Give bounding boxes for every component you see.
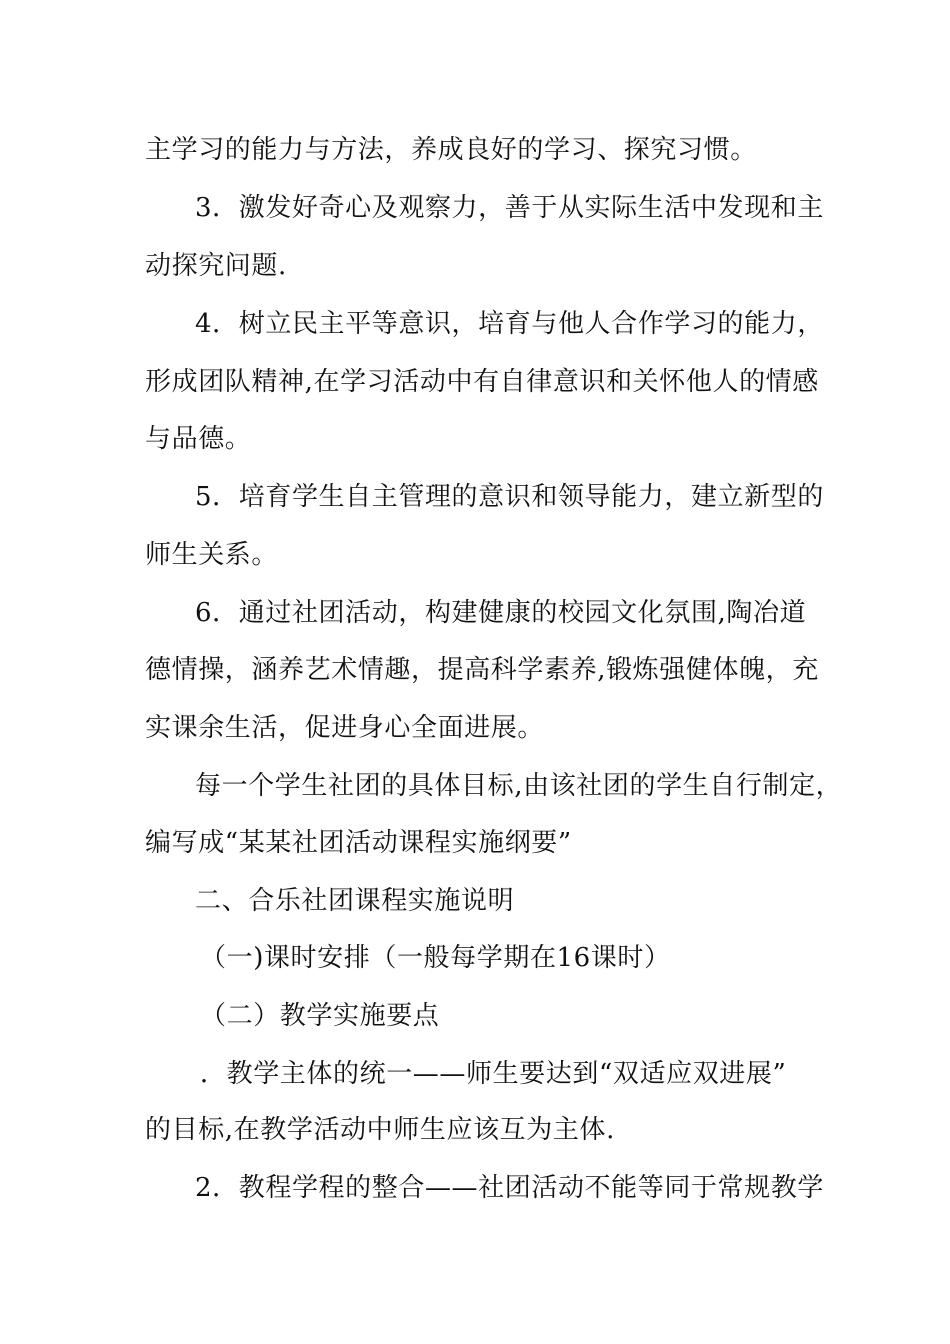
text-line: 主学习的能力与方法，养成良好的学习、探究习惯。 xyxy=(145,135,757,165)
text-line: 形成团队精神,在学习活动中有自律意识和关怀他人的情感 xyxy=(145,367,819,397)
text-line: 动探究问题. xyxy=(145,251,287,281)
text-line: 2．教程学程的整合——社团活动不能等同于常规教学 xyxy=(195,1173,824,1203)
text-line: 的目标,在教学活动中师生应该互为主体. xyxy=(145,1115,615,1145)
text-line: 德情操，涵养艺术情趣，提高科学素养,锻炼强健体魄，充 xyxy=(145,655,819,685)
text-line: 师生关系。 xyxy=(145,540,279,570)
text-line: 5．培育学生自主管理的意识和领导能力，建立新型的 xyxy=(195,482,824,512)
text-line: ．教学主体的统一——师生要达到“双适应双进展” xyxy=(200,1059,787,1089)
subsection-heading: （一)课时安排（一般每学期在16课时） xyxy=(200,943,671,973)
text-line: 实课余生活，促进身心全面进展。 xyxy=(145,713,545,743)
text-line: 编写成“某某社团活动课程实施纲要” xyxy=(145,828,572,858)
text-line: 3．激发好奇心及观察力，善于从实际生活中发现和主 xyxy=(195,193,824,223)
subsection-heading: （二）教学实施要点 xyxy=(200,1001,440,1031)
text-line: 4．树立民主平等意识，培育与他人合作学习的能力， xyxy=(195,309,824,339)
section-heading: 二、合乐社团课程实施说明 xyxy=(195,886,515,916)
text-line: 每一个学生社团的具体目标,由该社团的学生自行制定， xyxy=(195,771,843,801)
text-line: 6．通过社团活动，构建健康的校园文化氛围,陶冶道 xyxy=(195,598,807,628)
text-line: 与品德。 xyxy=(145,424,252,454)
